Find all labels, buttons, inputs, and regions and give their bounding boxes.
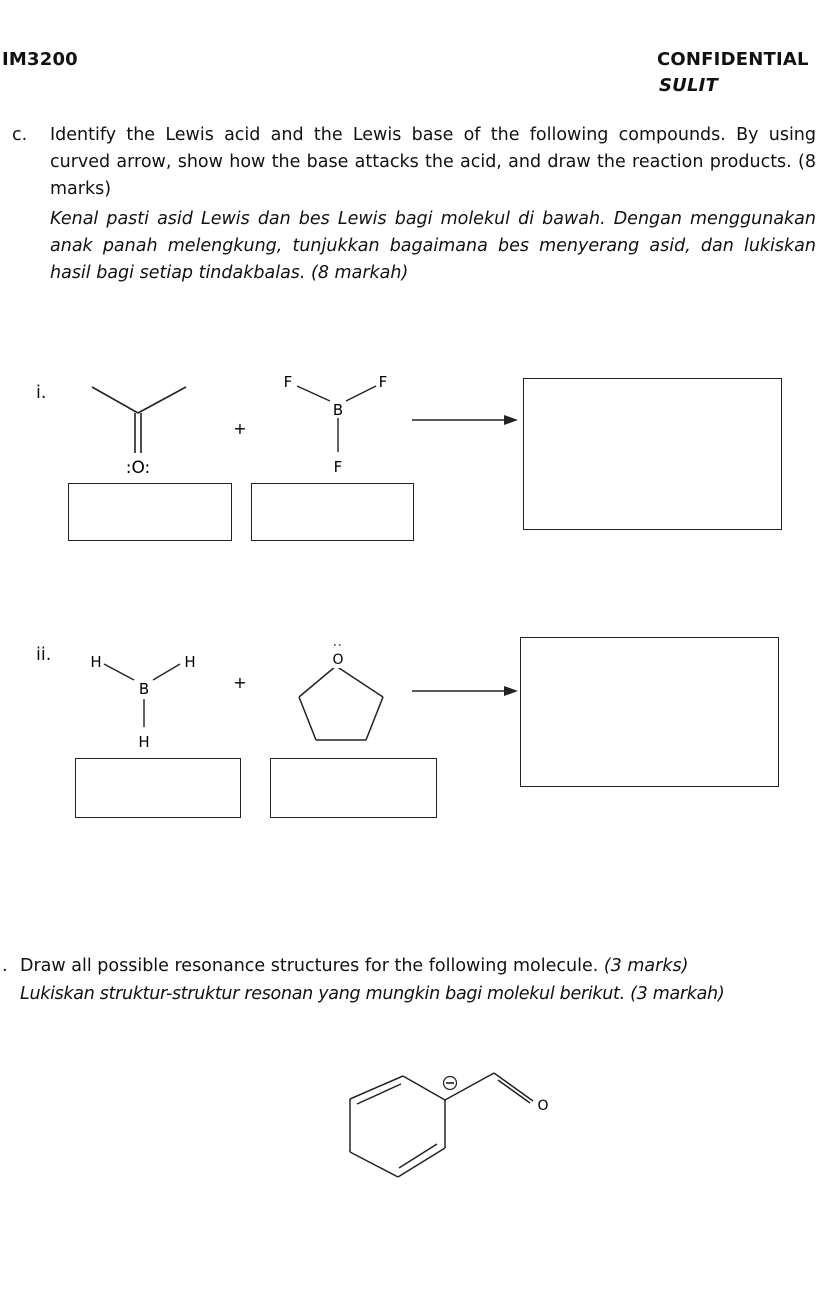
bf3-f-right: F [378, 373, 388, 391]
question-d-malay: Lukiskan struktur-struktur resonan yang mungkin bagi molekul berikut. (3 markah) [20, 984, 725, 1004]
reaction-ii-label: ii. [36, 645, 52, 665]
resonance-molecule [350, 1073, 533, 1177]
reaction-arrow-i [412, 415, 518, 425]
answer-box-bf3[interactable] [251, 483, 414, 541]
answer-box-acetone[interactable] [68, 483, 232, 541]
confidential-label: CONFIDENTIAL [657, 49, 809, 70]
question-d-english: Draw all possible resonance structures for the following molecule. [20, 956, 599, 976]
thf-lone-pair: : [331, 642, 345, 648]
product-box-ii[interactable] [520, 637, 779, 787]
question-c-english: Identify the Lewis acid and the Lewis base of the following compounds. By using curved arrow, show how the base attacks the acid, and draw the reaction products. (8 marks) [50, 125, 816, 199]
question-d-marks: (3 marks) [603, 956, 689, 976]
plus-ii: + [233, 673, 247, 692]
bf3-f-bottom: F [333, 458, 343, 476]
bf3-bonds [297, 386, 376, 452]
product-box-i[interactable] [523, 378, 782, 530]
reaction-i-label: i. [36, 383, 47, 403]
thf-oxygen: O [332, 652, 344, 668]
aldehyde-oxygen: O [537, 1098, 549, 1114]
sulit-label: SULIT [659, 75, 719, 96]
bh3-h-bottom: H [138, 733, 150, 751]
question-d-label: . [2, 956, 8, 976]
bh3-boron: B [138, 680, 150, 698]
bh3-h-right: H [184, 653, 196, 671]
plus-i: + [233, 419, 247, 438]
acetone-oxygen: :O: [125, 458, 151, 478]
bh3-h-left: H [90, 653, 102, 671]
reaction-arrow-ii [412, 686, 518, 696]
course-code: IM3200 [2, 49, 78, 70]
answer-box-thf[interactable] [270, 758, 437, 818]
question-c-label: c. [12, 125, 28, 145]
question-c-malay: Kenal pasti asid Lewis dan bes Lewis bagi molekul di bawah. Dengan menggunakan anak panah melengkung, tunjukkan bagaimana bes menyerang asid, dan lukiskan hasil bagi setiap tindakbalas. (8 markah) [50, 209, 816, 283]
bf3-f-left: F [283, 373, 293, 391]
question-d-english-line [20, 953, 688, 980]
acetone-structure [92, 387, 186, 453]
answer-box-bh3[interactable] [75, 758, 241, 818]
thf-ring [299, 666, 383, 740]
bf3-boron: B [332, 401, 344, 419]
